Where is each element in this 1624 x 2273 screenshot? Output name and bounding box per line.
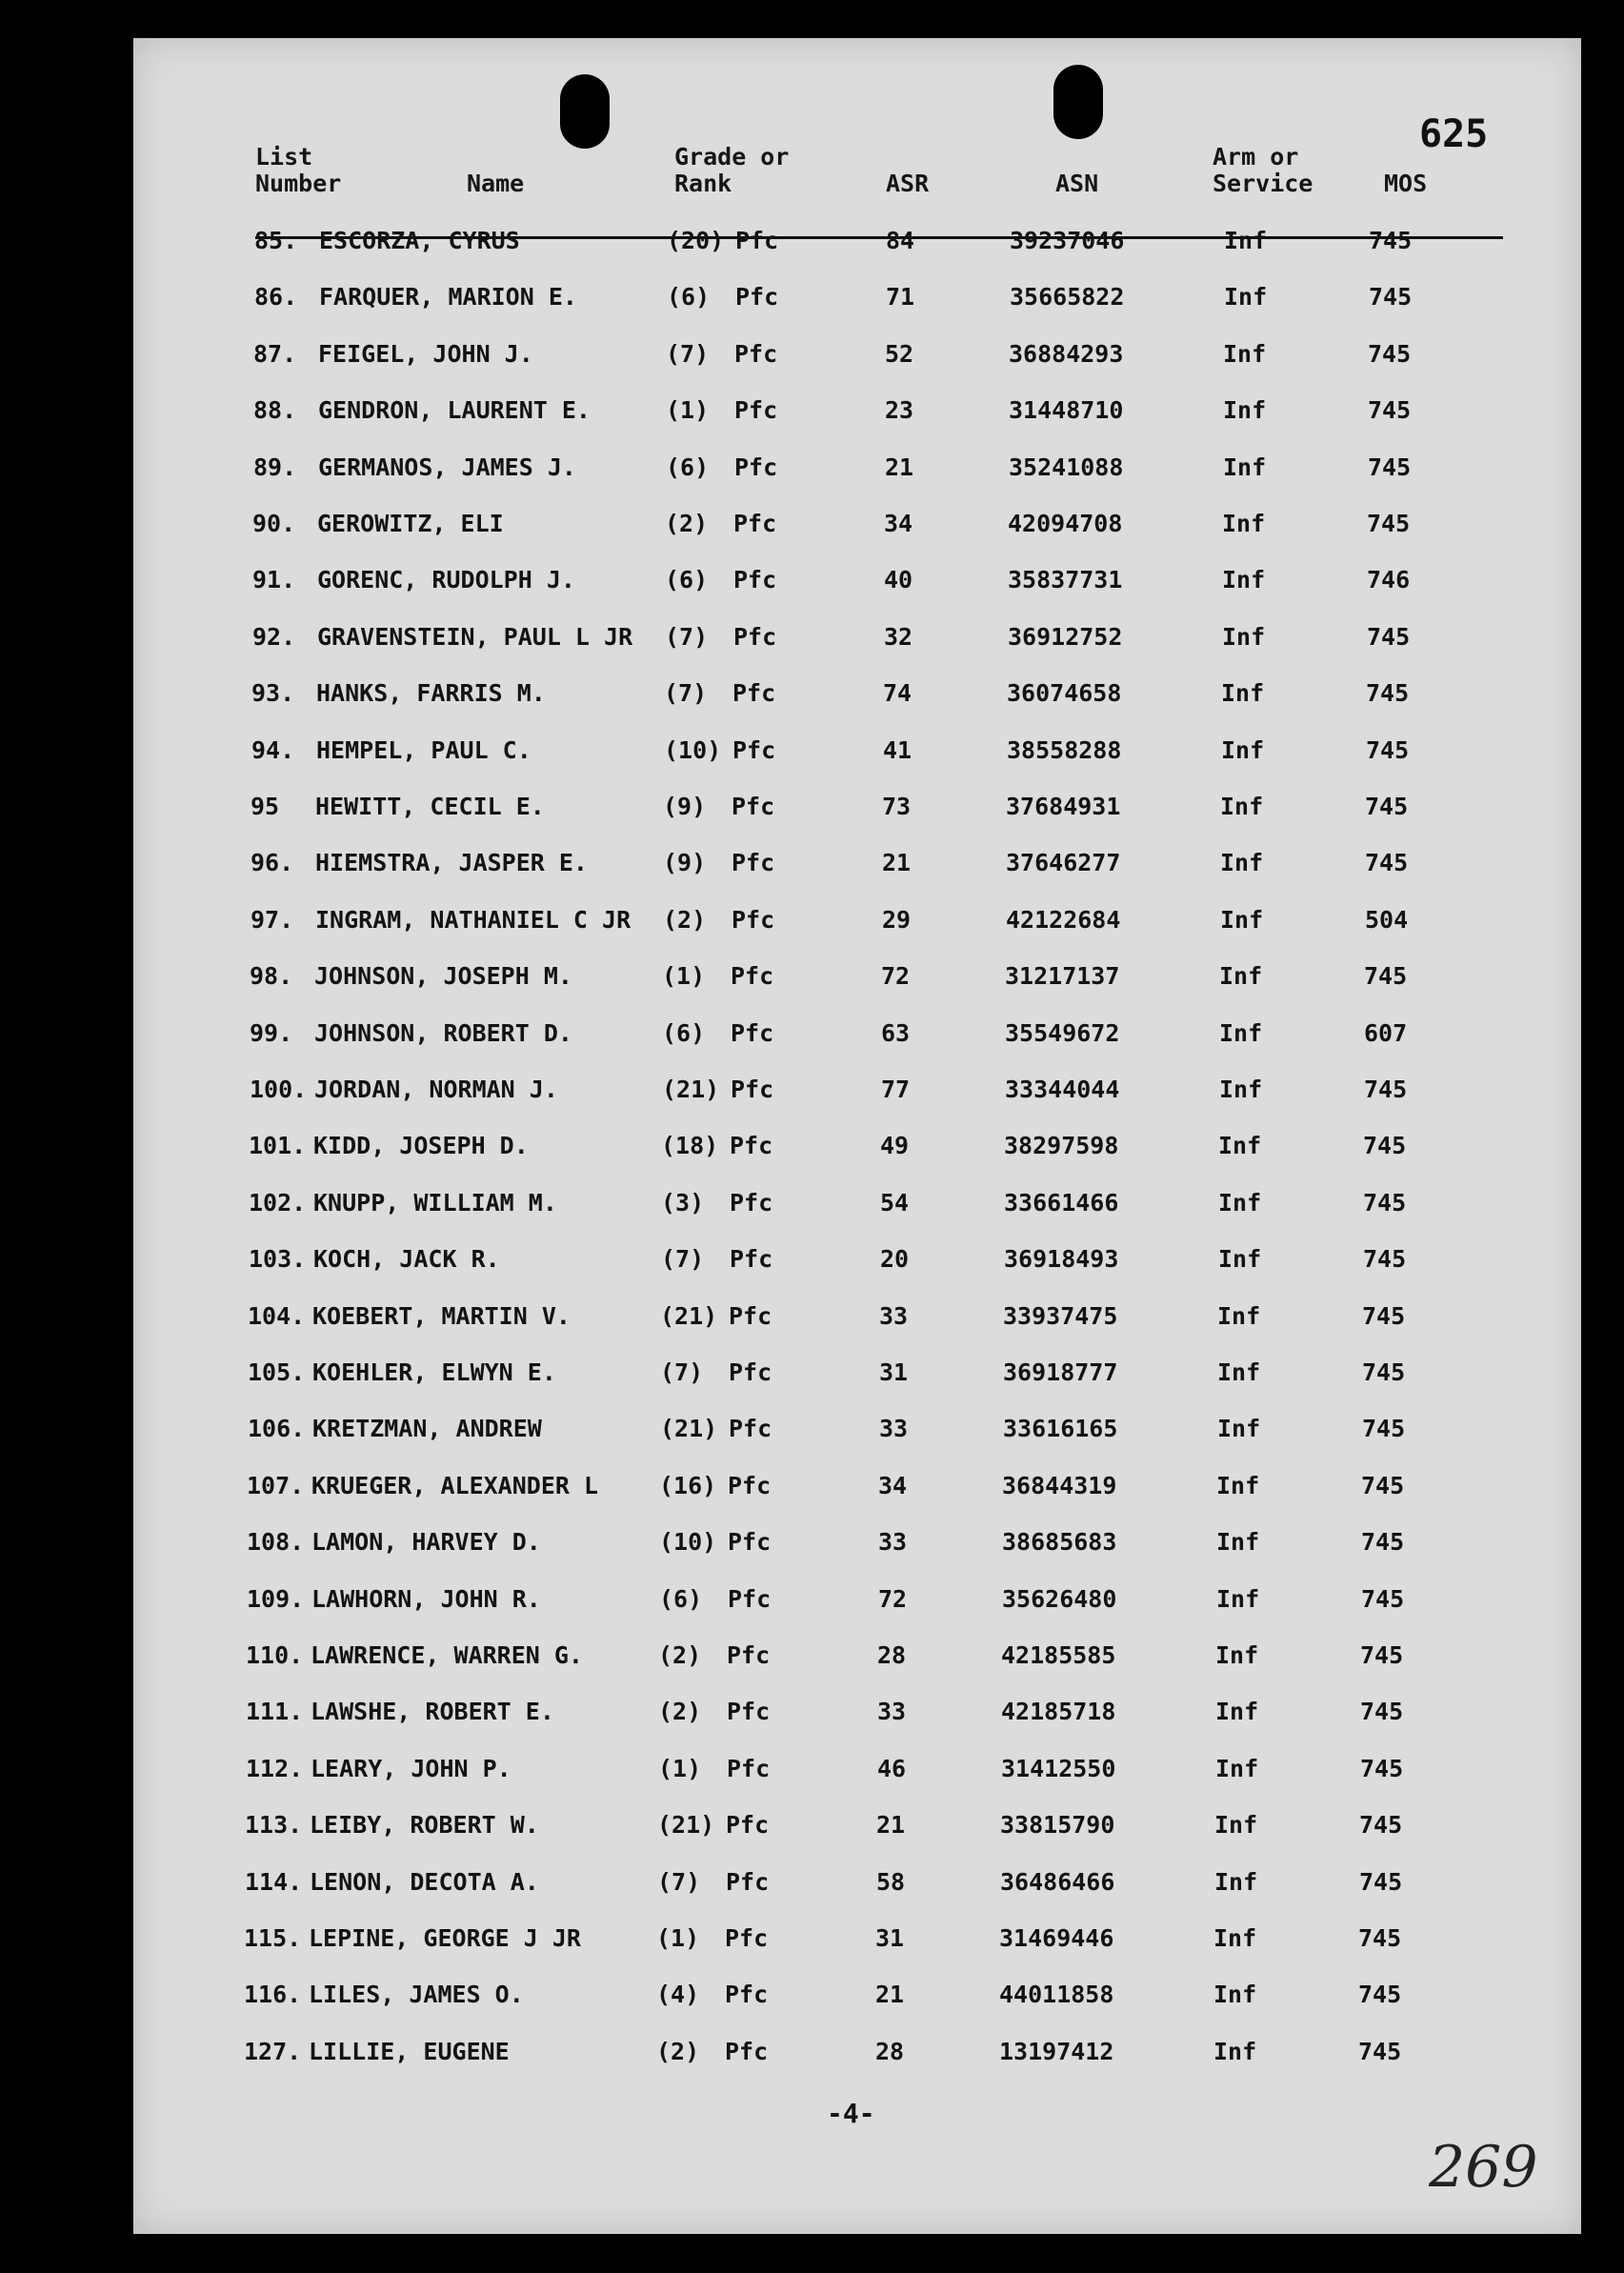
soldier-name: JOHNSON, JOSEPH M. (314, 962, 572, 991)
arm-service: Inf (1224, 227, 1268, 254)
asn: 33616165 (1003, 1415, 1118, 1443)
grade: (1) (666, 396, 710, 425)
rank: Pfc (727, 1698, 771, 1726)
rank: Pfc (732, 679, 776, 708)
list-number: 99. (250, 1018, 293, 1047)
asn: 42185585 (1001, 1641, 1116, 1669)
asr: 49 (880, 1132, 910, 1160)
mos: 746 (1367, 566, 1411, 594)
mos: 504 (1365, 905, 1409, 934)
list-number: 86. (254, 283, 298, 312)
list-number: 94. (251, 735, 295, 764)
mos: 745 (1360, 1754, 1404, 1782)
arm-service: Inf (1219, 1076, 1263, 1103)
folio-number: 625 (1419, 112, 1489, 156)
asn: 36918493 (1004, 1245, 1119, 1274)
asn: 38297598 (1004, 1132, 1119, 1160)
grade: (6) (666, 453, 710, 481)
arm-service: Inf (1219, 962, 1263, 991)
soldier-name: LAMON, HARVEY D. (311, 1528, 541, 1557)
grade: (9) (663, 849, 707, 877)
header-name: Name (467, 170, 525, 197)
list-number: 92. (252, 622, 296, 651)
list-number: 116. (244, 1981, 302, 2009)
mos: 745 (1365, 793, 1409, 820)
arm-service: Inf (1223, 453, 1267, 481)
list-number: 97. (251, 905, 294, 934)
asn: 37646277 (1006, 849, 1121, 877)
header-rank: Rank (674, 170, 732, 197)
mos: 745 (1369, 283, 1413, 312)
mos: 745 (1368, 339, 1412, 368)
mos: 745 (1366, 679, 1410, 708)
asr: 28 (875, 2037, 905, 2065)
soldier-name: KNUPP, WILLIAM M. (313, 1188, 557, 1217)
arm-service: Inf (1220, 849, 1264, 877)
asr: 23 (885, 396, 914, 425)
soldier-name: LEPINE, GEORGE J JR (309, 1924, 581, 1952)
asn: 36844319 (1002, 1471, 1117, 1499)
asn: 42122684 (1006, 905, 1121, 934)
mos: 745 (1364, 962, 1408, 991)
grade: (6) (667, 283, 711, 312)
rank: Pfc (731, 962, 774, 991)
asn: 33661466 (1004, 1188, 1119, 1217)
grade: (18) (661, 1132, 719, 1160)
asn: 35626480 (1002, 1584, 1117, 1613)
grade: (7) (665, 622, 709, 651)
soldier-name: FARQUER, MARION E. (319, 283, 577, 312)
rank: Pfc (727, 1754, 771, 1782)
asr: 46 (877, 1754, 907, 1782)
grade: (2) (658, 1698, 702, 1726)
mos: 745 (1364, 1076, 1408, 1103)
arm-service: Inf (1213, 1981, 1257, 2009)
arm-service: Inf (1221, 679, 1265, 708)
list-number: 112. (246, 1754, 304, 1782)
arm-service: Inf (1222, 622, 1266, 651)
rank: Pfc (726, 1811, 770, 1840)
soldier-name: JORDAN, NORMAN J. (314, 1076, 558, 1103)
soldier-name: KOCH, JACK R. (313, 1245, 500, 1274)
asn: 44011858 (999, 1981, 1114, 2009)
arm-service: Inf (1214, 1867, 1258, 1896)
grade: (2) (658, 1641, 702, 1669)
mos: 745 (1360, 1641, 1404, 1669)
header-list: List (255, 143, 313, 171)
asn: 33937475 (1003, 1301, 1118, 1330)
arm-service: Inf (1218, 1188, 1262, 1217)
list-number: 101. (249, 1132, 307, 1160)
list-number: 109. (247, 1584, 305, 1613)
arm-service: Inf (1217, 1301, 1261, 1330)
punch-hole (560, 74, 610, 149)
rank: Pfc (730, 1245, 773, 1274)
rank: Pfc (732, 905, 775, 934)
rank: Pfc (725, 1981, 769, 2009)
handwritten-number: 269 (1429, 2134, 1538, 2201)
soldier-name: KRETZMAN, ANDREW (312, 1415, 542, 1443)
arm-service: Inf (1222, 510, 1266, 537)
mos: 745 (1358, 2037, 1402, 2065)
asr: 58 (876, 1867, 906, 1896)
rank: Pfc (732, 793, 775, 820)
asr: 32 (884, 622, 913, 651)
grade: (6) (665, 566, 709, 594)
soldier-name: GENDRON, LAURENT E. (318, 396, 591, 425)
rank: Pfc (725, 2037, 769, 2065)
asn: 13197412 (999, 2037, 1114, 2065)
arm-service: Inf (1217, 1358, 1261, 1386)
list-number: 102. (249, 1188, 307, 1217)
asn: 37684931 (1006, 793, 1121, 820)
list-number: 88. (253, 396, 297, 425)
soldier-name: GEROWITZ, ELI (317, 510, 504, 537)
grade: (2) (656, 2037, 700, 2065)
arm-service: Inf (1217, 1415, 1261, 1443)
soldier-name: LILLIE, EUGENE (309, 2037, 510, 2065)
asr: 21 (885, 453, 914, 481)
soldier-name: LENON, DECOTA A. (310, 1867, 539, 1896)
mos: 745 (1368, 396, 1412, 425)
asn: 36486466 (1000, 1867, 1115, 1896)
soldier-name: JOHNSON, ROBERT D. (314, 1018, 572, 1047)
rank: Pfc (735, 227, 779, 254)
soldier-name: LEARY, JOHN P. (311, 1754, 511, 1782)
header-mos: MOS (1384, 170, 1428, 197)
grade: (6) (659, 1584, 703, 1613)
rank: Pfc (733, 510, 777, 537)
asr: 72 (881, 962, 911, 991)
mos: 607 (1364, 1018, 1408, 1047)
arm-service: Inf (1216, 1528, 1260, 1557)
asr: 77 (881, 1076, 911, 1103)
asr: 33 (877, 1698, 907, 1726)
list-number: 113. (245, 1811, 303, 1840)
asn: 39237046 (1010, 227, 1125, 254)
table-header (255, 143, 1503, 238)
mos: 745 (1368, 453, 1412, 481)
soldier-name: LAWHORN, JOHN R. (311, 1584, 541, 1613)
mos: 745 (1367, 510, 1411, 537)
asn: 36884293 (1009, 339, 1124, 368)
grade: (4) (656, 1981, 700, 2009)
arm-service: Inf (1218, 1245, 1262, 1274)
asr: 73 (882, 793, 912, 820)
rank: Pfc (728, 1528, 772, 1557)
soldier-name: FEIGEL, JOHN J. (318, 339, 533, 368)
grade: (10) (659, 1528, 717, 1557)
mos: 745 (1366, 735, 1410, 764)
asn: 36074658 (1007, 679, 1122, 708)
arm-service: Inf (1223, 339, 1267, 368)
rank: Pfc (729, 1301, 772, 1330)
mos: 745 (1361, 1528, 1405, 1557)
soldier-name: LAWRENCE, WARREN G. (311, 1641, 583, 1669)
soldier-name: INGRAM, NATHANIEL C JR (315, 905, 632, 934)
asr: 21 (876, 1811, 906, 1840)
arm-service: Inf (1213, 1924, 1257, 1952)
list-number: 110. (246, 1641, 304, 1669)
mos: 745 (1358, 1981, 1402, 2009)
asr: 31 (875, 1924, 905, 1952)
asr: 52 (885, 339, 914, 368)
asr: 33 (879, 1301, 909, 1330)
arm-service: Inf (1215, 1641, 1259, 1669)
soldier-name: ESCORZA, CYRUS (319, 227, 520, 254)
grade: (21) (657, 1811, 715, 1840)
mos: 745 (1367, 622, 1411, 651)
grade: (9) (663, 793, 707, 820)
soldier-name: KIDD, JOSEPH D. (313, 1132, 529, 1160)
asn: 33815790 (1000, 1811, 1115, 1840)
asr: 71 (886, 283, 915, 312)
rank: Pfc (732, 849, 775, 877)
list-number: 98. (250, 962, 293, 991)
asn: 31448710 (1009, 396, 1124, 425)
asr: 20 (880, 1245, 910, 1274)
grade: (2) (663, 905, 707, 934)
asr: 33 (879, 1415, 909, 1443)
arm-service: Inf (1216, 1584, 1260, 1613)
list-number: 95 (251, 793, 280, 820)
list-number: 105. (248, 1358, 306, 1386)
soldier-name: HEMPEL, PAUL C. (316, 735, 531, 764)
header-number: Number (255, 170, 342, 197)
mos: 745 (1361, 1584, 1405, 1613)
grade: (3) (661, 1188, 705, 1217)
mos: 745 (1359, 1811, 1403, 1840)
list-number: 89. (253, 453, 297, 481)
header-arm: Arm or (1213, 143, 1299, 171)
header-service: Service (1213, 170, 1313, 197)
punch-hole (1053, 65, 1103, 139)
asr: 74 (883, 679, 912, 708)
grade: (7) (661, 1245, 705, 1274)
list-number: 96. (251, 849, 294, 877)
rank: Pfc (726, 1867, 770, 1896)
grade: (7) (666, 339, 710, 368)
arm-service: Inf (1220, 905, 1264, 934)
mos: 745 (1369, 227, 1413, 254)
asn: 42094708 (1008, 510, 1123, 537)
asr: 72 (878, 1584, 908, 1613)
mos: 745 (1365, 849, 1409, 877)
rank: Pfc (725, 1924, 769, 1952)
rank: Pfc (731, 1018, 774, 1047)
asr: 41 (883, 735, 912, 764)
asn: 31469446 (999, 1924, 1114, 1952)
asn: 38685683 (1002, 1528, 1117, 1557)
asn: 38558288 (1007, 735, 1122, 764)
arm-service: Inf (1214, 1811, 1258, 1840)
asr: 21 (882, 849, 912, 877)
grade: (2) (665, 510, 709, 537)
soldier-name: GRAVENSTEIN, PAUL L JR (317, 622, 633, 651)
asr: 84 (886, 227, 915, 254)
list-number: 87. (253, 339, 297, 368)
rank: Pfc (728, 1584, 772, 1613)
arm-service: Inf (1224, 283, 1268, 312)
soldier-name: GORENC, RUDOLPH J. (317, 566, 575, 594)
grade: (20) (667, 227, 725, 254)
grade: (7) (657, 1867, 701, 1896)
asn: 31412550 (1001, 1754, 1116, 1782)
arm-service: Inf (1223, 396, 1267, 425)
rank: Pfc (727, 1641, 771, 1669)
grade: (21) (660, 1415, 718, 1443)
asn: 36918777 (1003, 1358, 1118, 1386)
asr: 34 (878, 1471, 908, 1499)
list-number: 111. (246, 1698, 304, 1726)
header-asn: ASN (1055, 170, 1099, 197)
arm-service: Inf (1213, 2037, 1257, 2065)
rank: Pfc (728, 1471, 772, 1499)
grade: (1) (658, 1754, 702, 1782)
grade: (6) (662, 1018, 706, 1047)
arm-service: Inf (1215, 1698, 1259, 1726)
soldier-name: LAWSHE, ROBERT E. (311, 1698, 554, 1726)
mos: 745 (1362, 1358, 1406, 1386)
asn: 35241088 (1009, 453, 1124, 481)
mos: 745 (1360, 1698, 1404, 1726)
grade: (1) (662, 962, 706, 991)
soldier-name: KRUEGER, ALEXANDER L (311, 1471, 599, 1499)
soldier-name: LEIBY, ROBERT W. (310, 1811, 539, 1840)
list-number: 106. (248, 1415, 306, 1443)
mos: 745 (1362, 1301, 1406, 1330)
document-page (133, 38, 1581, 2234)
list-number: 115. (244, 1924, 302, 1952)
mos: 745 (1361, 1471, 1405, 1499)
asn: 35549672 (1005, 1018, 1120, 1047)
soldier-name: GERMANOS, JAMES J. (318, 453, 576, 481)
asn: 33344044 (1005, 1076, 1120, 1103)
asn: 35665822 (1010, 283, 1125, 312)
list-number: 90. (252, 510, 296, 537)
arm-service: Inf (1222, 566, 1266, 594)
mos: 745 (1363, 1188, 1407, 1217)
rank: Pfc (732, 735, 776, 764)
list-number: 103. (249, 1245, 307, 1274)
asn: 35837731 (1008, 566, 1123, 594)
arm-service: Inf (1220, 793, 1264, 820)
rank: Pfc (733, 622, 777, 651)
arm-service: Inf (1218, 1132, 1262, 1160)
list-number: 104. (248, 1301, 306, 1330)
asn: 36912752 (1008, 622, 1123, 651)
page-number: -4- (827, 2098, 875, 2129)
asr: 63 (881, 1018, 911, 1047)
list-number: 108. (247, 1528, 305, 1557)
arm-service: Inf (1221, 735, 1265, 764)
soldier-name: KOEHLER, ELWYN E. (312, 1358, 556, 1386)
soldier-name: LILES, JAMES O. (309, 1981, 524, 2009)
grade: (7) (660, 1358, 704, 1386)
asr: 28 (877, 1641, 907, 1669)
grade: (1) (656, 1924, 700, 1952)
rank: Pfc (730, 1188, 773, 1217)
list-number: 100. (250, 1076, 308, 1103)
list-number: 85. (254, 227, 298, 254)
mos: 745 (1358, 1924, 1402, 1952)
asr: 54 (880, 1188, 910, 1217)
rank: Pfc (730, 1132, 773, 1160)
grade: (10) (664, 735, 722, 764)
asr: 29 (882, 905, 912, 934)
asr: 31 (879, 1358, 909, 1386)
arm-service: Inf (1215, 1754, 1259, 1782)
rank: Pfc (731, 1076, 774, 1103)
asr: 34 (884, 510, 913, 537)
grade: (21) (662, 1076, 720, 1103)
list-number: 127. (244, 2037, 302, 2065)
list-number: 107. (247, 1471, 305, 1499)
header-grade: Grade or (674, 143, 790, 171)
soldier-name: HIEMSTRA, JASPER E. (315, 849, 588, 877)
rank: Pfc (729, 1415, 772, 1443)
mos: 745 (1363, 1132, 1407, 1160)
rank: Pfc (729, 1358, 772, 1386)
asr: 40 (884, 566, 913, 594)
asr: 21 (875, 1981, 905, 2009)
asr: 33 (878, 1528, 908, 1557)
soldier-name: HANKS, FARRIS M. (316, 679, 546, 708)
list-number: 114. (245, 1867, 303, 1896)
asn: 31217137 (1005, 962, 1120, 991)
rank: Pfc (734, 453, 778, 481)
mos: 745 (1362, 1415, 1406, 1443)
rank: Pfc (734, 339, 778, 368)
grade: (21) (660, 1301, 718, 1330)
soldier-name: KOEBERT, MARTIN V. (312, 1301, 571, 1330)
list-number: 93. (251, 679, 295, 708)
grade: (16) (659, 1471, 717, 1499)
header-asr: ASR (886, 170, 930, 197)
asn: 42185718 (1001, 1698, 1116, 1726)
rank: Pfc (735, 283, 779, 312)
mos: 745 (1359, 1867, 1403, 1896)
soldier-name: HEWITT, CECIL E. (315, 793, 545, 820)
rank: Pfc (734, 396, 778, 425)
mos: 745 (1363, 1245, 1407, 1274)
arm-service: Inf (1219, 1018, 1263, 1047)
rank: Pfc (733, 566, 777, 594)
grade: (7) (664, 679, 708, 708)
arm-service: Inf (1216, 1471, 1260, 1499)
list-number: 91. (252, 566, 296, 594)
